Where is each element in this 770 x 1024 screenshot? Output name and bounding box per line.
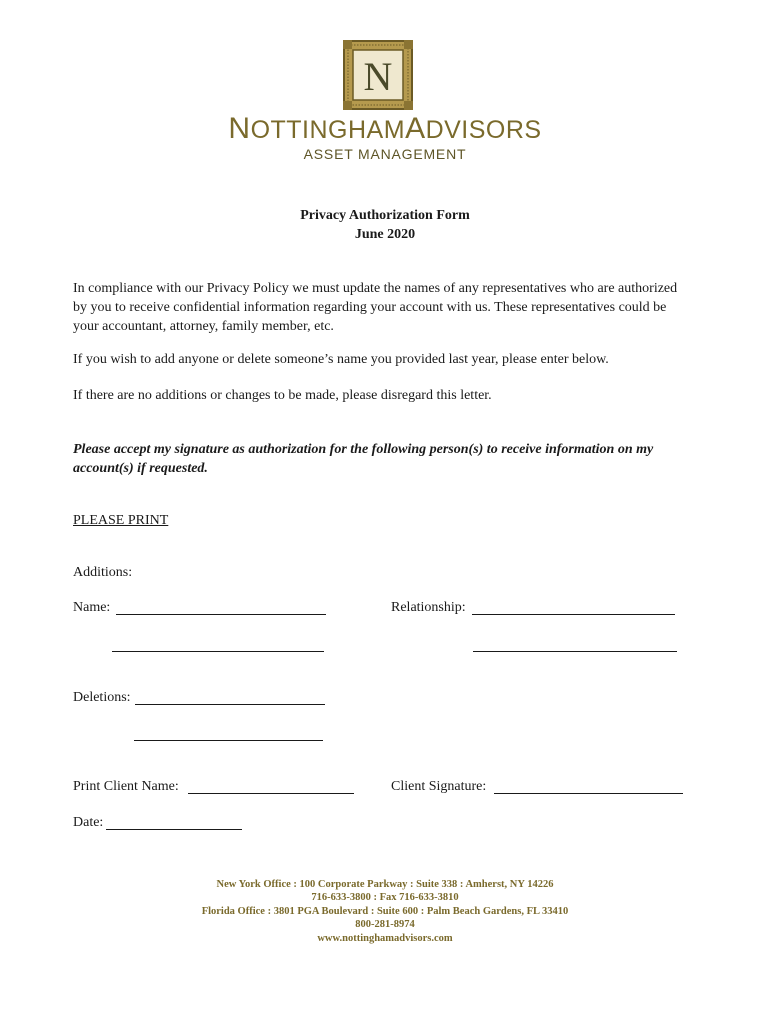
please-print-heading: PLEASE PRINT xyxy=(73,513,169,528)
form-date: June 2020 xyxy=(354,227,416,242)
name-label: Name: xyxy=(73,600,111,615)
client-signature-label: Client Signature: xyxy=(391,779,487,794)
brand-name-end: DVISORS xyxy=(425,116,542,144)
footer-fl-phone: 800-281-8974 xyxy=(355,919,415,930)
date-label: Date: xyxy=(73,815,104,830)
client-signature-field[interactable] xyxy=(494,793,683,794)
form-title: Privacy Authorization Form xyxy=(300,208,470,223)
name-field-2[interactable] xyxy=(112,651,324,652)
relationship-field-1[interactable] xyxy=(472,614,675,615)
date-field[interactable] xyxy=(106,829,242,830)
logo-emblem xyxy=(343,40,413,110)
brand-tagline: ASSET MANAGEMENT xyxy=(303,146,467,162)
additions-label: Additions: xyxy=(73,565,133,580)
name-field-1[interactable] xyxy=(116,614,326,615)
brand-name xyxy=(0,112,770,146)
relationship-field-2[interactable] xyxy=(473,651,677,652)
brand-initial-a: A xyxy=(405,112,426,145)
brand-name-mid: OTTINGHAM xyxy=(250,116,406,144)
logo-letter: N xyxy=(363,54,393,99)
footer-ny-office: New York Office : 100 Corporate Parkway : Suite 338 : Amherst, NY 14226 xyxy=(216,879,554,890)
intro-paragraph: In compliance with our Privacy Policy we must update the names of any representatives who are authorized by you to receive confidential information regarding your account with us. These representatives could be your accountant, attorney, family member, etc. xyxy=(73,281,678,334)
authorization-statement: Please accept my signature as authorization for the following person(s) to receive information on my account(s) if requested. xyxy=(73,442,654,476)
deletions-label: Deletions: xyxy=(73,690,131,705)
print-client-name-label: Print Client Name: xyxy=(73,779,179,794)
relationship-label: Relationship: xyxy=(391,600,466,615)
instruction-paragraph: If you wish to add anyone or delete someone’s name you provided last year, please enter below. xyxy=(73,352,609,367)
deletion-field-2[interactable] xyxy=(134,740,323,741)
footer-website-link[interactable]: www.nottinghamadvisors.com xyxy=(317,933,453,944)
disregard-paragraph: If there are no additions or changes to be made, please disregard this letter. xyxy=(73,388,492,403)
brand-initial-n: N xyxy=(228,112,251,145)
print-client-name-field[interactable] xyxy=(188,793,354,794)
deletion-field-1[interactable] xyxy=(135,704,325,705)
footer-ny-phone: 716-633-3800 : Fax 716-633-3810 xyxy=(311,892,459,903)
footer-fl-office: Florida Office : 3801 PGA Boulevard : Suite 600 : Palm Beach Gardens, FL 33410 xyxy=(201,906,569,917)
